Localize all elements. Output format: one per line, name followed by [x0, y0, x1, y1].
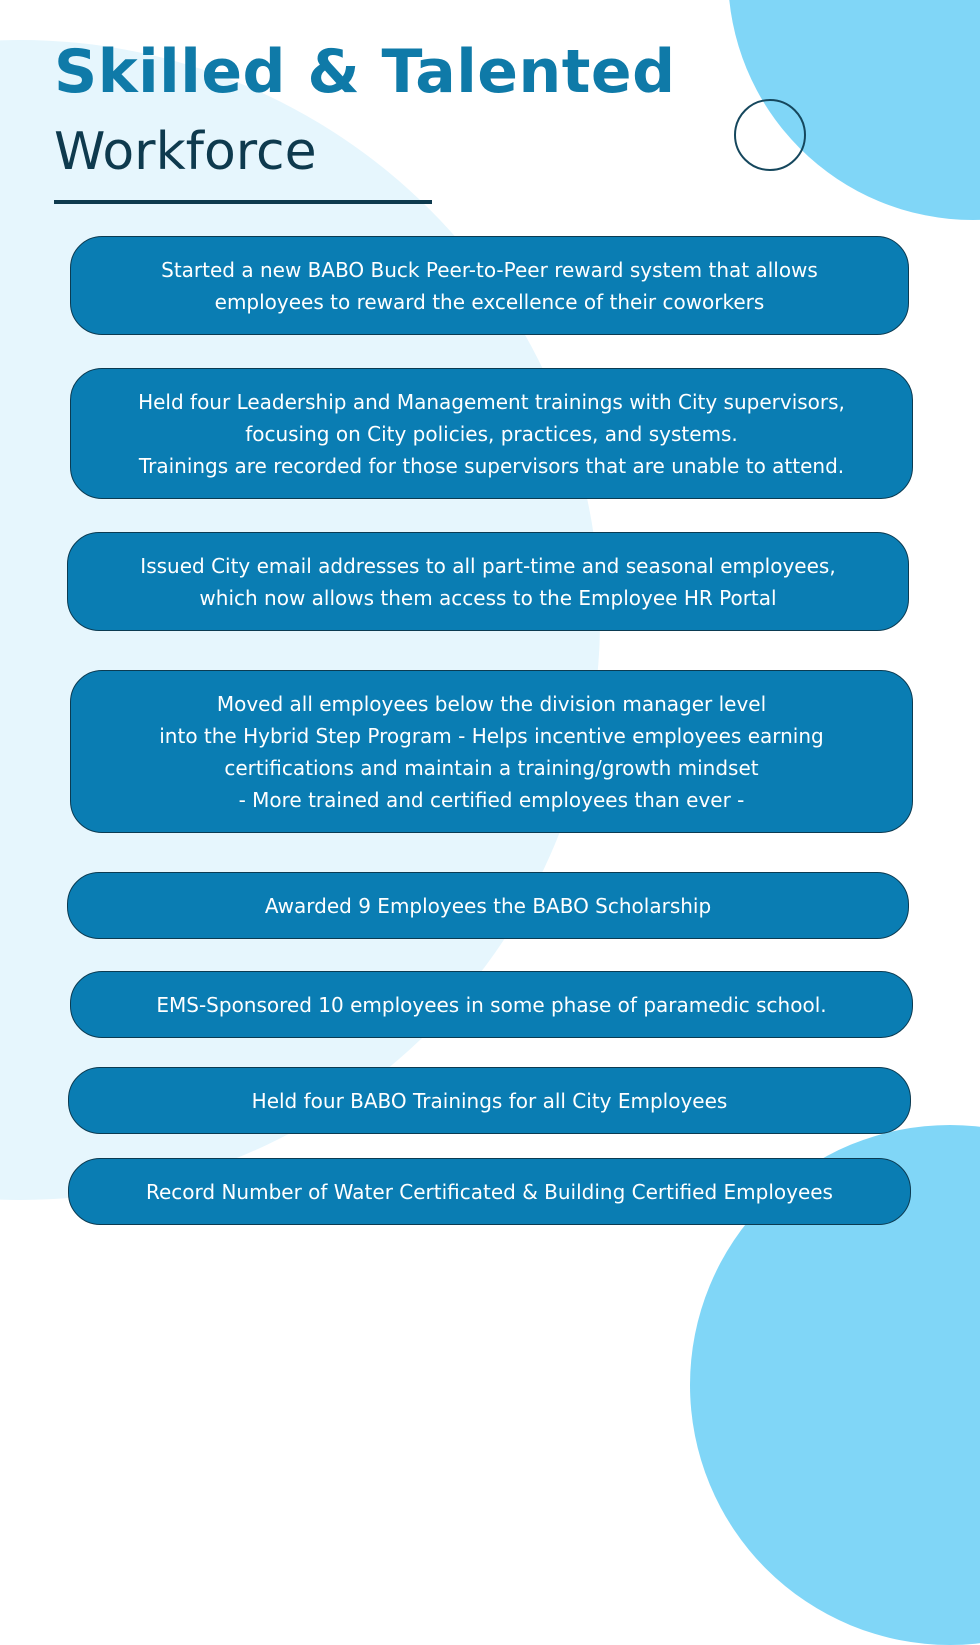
achievement-card-text: EMS-Sponsored 10 employees in some phase of paramedic school.	[156, 992, 827, 1017]
achievement-card-buck-reward	[70, 236, 909, 335]
achievement-card-text: Held four Leadership and Management trainings with City supervisors, focusing on City policies, practices, and systems. Trainings are recorded for those supervisors that are unable to attend.	[138, 389, 845, 478]
page-title: Skilled & Talented	[54, 37, 676, 107]
achievement-card-text: Record Number of Water Certificated & Building Certified Employees	[146, 1179, 833, 1204]
achievement-card-text: Moved all employees below the division manager level into the Hybrid Step Program - Helps incentive employees earning certifications and maintain a training/growth mindset - More trained and certified employees than ever -	[159, 691, 824, 812]
achievement-card-certified-employees	[68, 1158, 911, 1225]
title-underline	[54, 200, 432, 204]
page-subtitle: Workforce	[54, 122, 317, 182]
achievement-card-text: Held four BABO Trainings for all City Employees	[251, 1088, 728, 1113]
decorative-ring	[734, 99, 806, 171]
achievement-card-email-addresses	[67, 532, 909, 631]
achievement-card-text: Awarded 9 Employees the BABO Scholarship	[264, 893, 712, 918]
achievement-card-text: Issued City email addresses to all part-time and seasonal employees, which now allows them access to the Employee HR Portal	[140, 553, 836, 610]
achievement-card-leadership-trainings	[70, 368, 913, 499]
achievement-card-text: Started a new BABO Buck Peer-to-Peer reward system that allows employees to reward the excellence of their coworkers	[161, 257, 818, 314]
achievement-card-hybrid-step	[70, 670, 913, 833]
achievement-card-scholarship	[67, 872, 909, 939]
achievement-card-babo-trainings	[68, 1067, 911, 1134]
achievement-card-paramedic	[70, 971, 913, 1038]
